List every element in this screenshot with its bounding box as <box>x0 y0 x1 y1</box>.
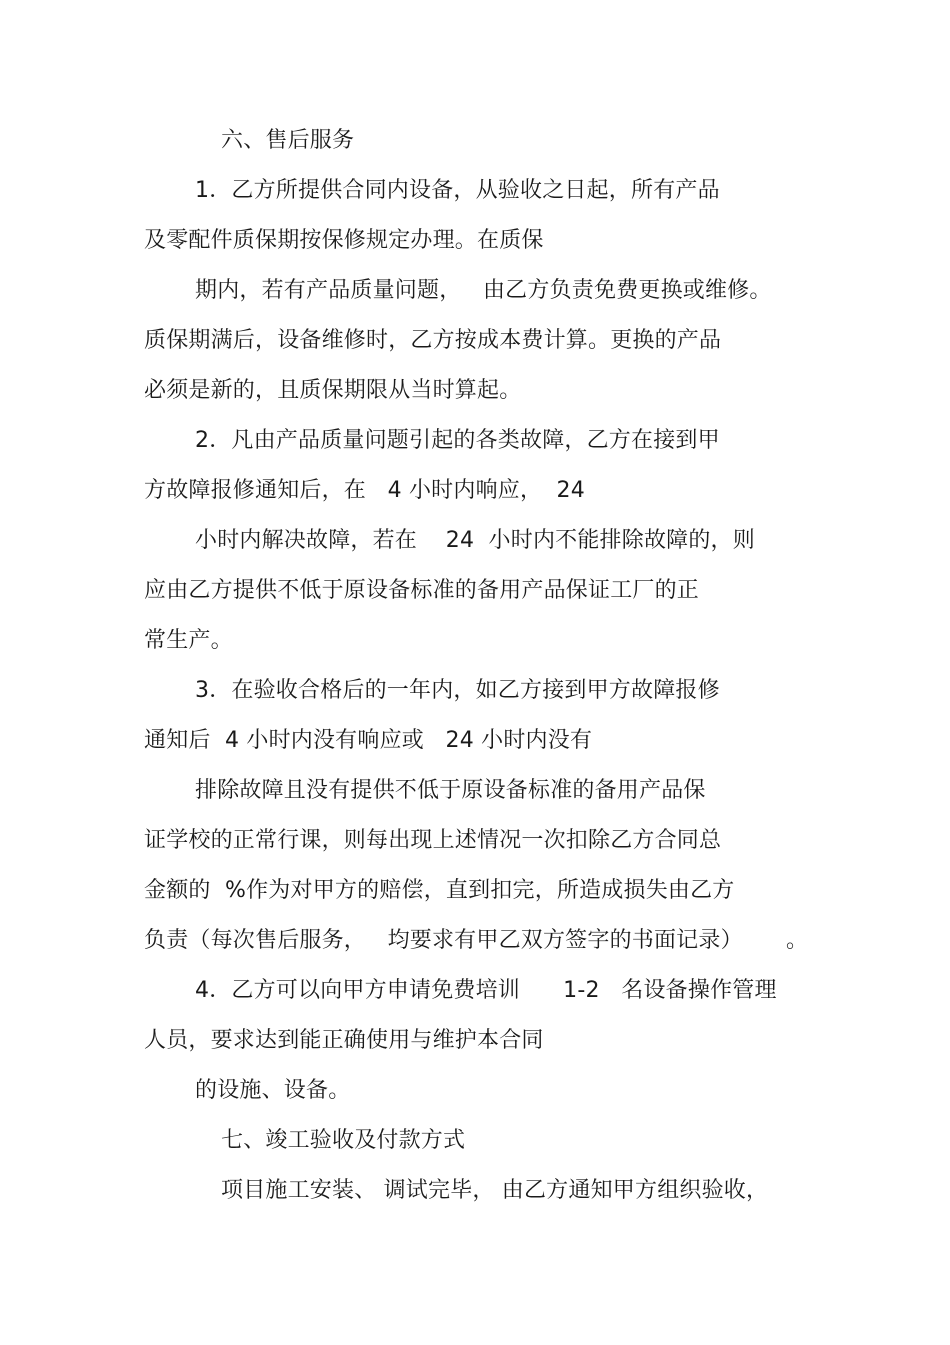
paragraph-line: 项目施工安装、 调试完毕， 由乙方通知甲方组织验收， <box>221 1178 769 1203</box>
paragraph-line: 排除故障且没有提供不低于原设备标准的备用产品保 <box>195 778 706 803</box>
paragraph-line: 质保期满后，设备维修时，乙方按成本费计算。更换的产品 <box>144 328 722 353</box>
paragraph-line: 应由乙方提供不低于原设备标准的备用产品保证工厂的正 <box>144 578 700 603</box>
paragraph-line: 方故障报修通知后，在 4 小时内响应， 24 <box>144 478 585 503</box>
paragraph-line: 人员，要求达到能正确使用与维护本合同 <box>144 1028 544 1053</box>
paragraph-line: 的设施、设备。 <box>195 1078 351 1103</box>
paragraph-line: 常生产。 <box>144 628 233 653</box>
paragraph-line: 及零配件质保期按保修规定办理。在质保 <box>144 228 544 253</box>
paragraph-line: 2．凡由产品质量问题引起的各类故障，乙方在接到甲 <box>195 428 720 453</box>
paragraph-line: 必须是新的，且质保期限从当时算起。 <box>144 378 522 403</box>
paragraph-line: 小时内解决故障，若在 24 小时内不能排除故障的，则 <box>195 528 755 553</box>
section-heading-after-sales: 六、售后服务 <box>221 128 355 153</box>
paragraph-line: 金额的 %作为对甲方的赔偿，直到扣完，所造成损失由乙方 <box>144 878 735 903</box>
paragraph-line: 通知后 4 小时内没有响应或 24 小时内没有 <box>144 728 593 753</box>
section-heading-acceptance-payment: 七、竣工验收及付款方式 <box>221 1128 466 1153</box>
paragraph-line: 1．乙方所提供合同内设备，从验收之日起，所有产品 <box>195 178 720 203</box>
paragraph-line: 期内，若有产品质量问题， 由乙方负责免费更换或维修。 <box>195 278 772 303</box>
paragraph-line: 证学校的正常行课，则每出现上述情况一次扣除乙方合同总 <box>144 828 722 853</box>
paragraph-line: 4．乙方可以向甲方申请免费培训 1-2 名设备操作管理 <box>195 978 777 1003</box>
paragraph-line: 3．在验收合格后的一年内，如乙方接到甲方故障报修 <box>195 678 720 703</box>
paragraph-line: 负责（每次售后服务， 均要求有甲乙双方签字的书面记录） 。 <box>144 928 809 953</box>
